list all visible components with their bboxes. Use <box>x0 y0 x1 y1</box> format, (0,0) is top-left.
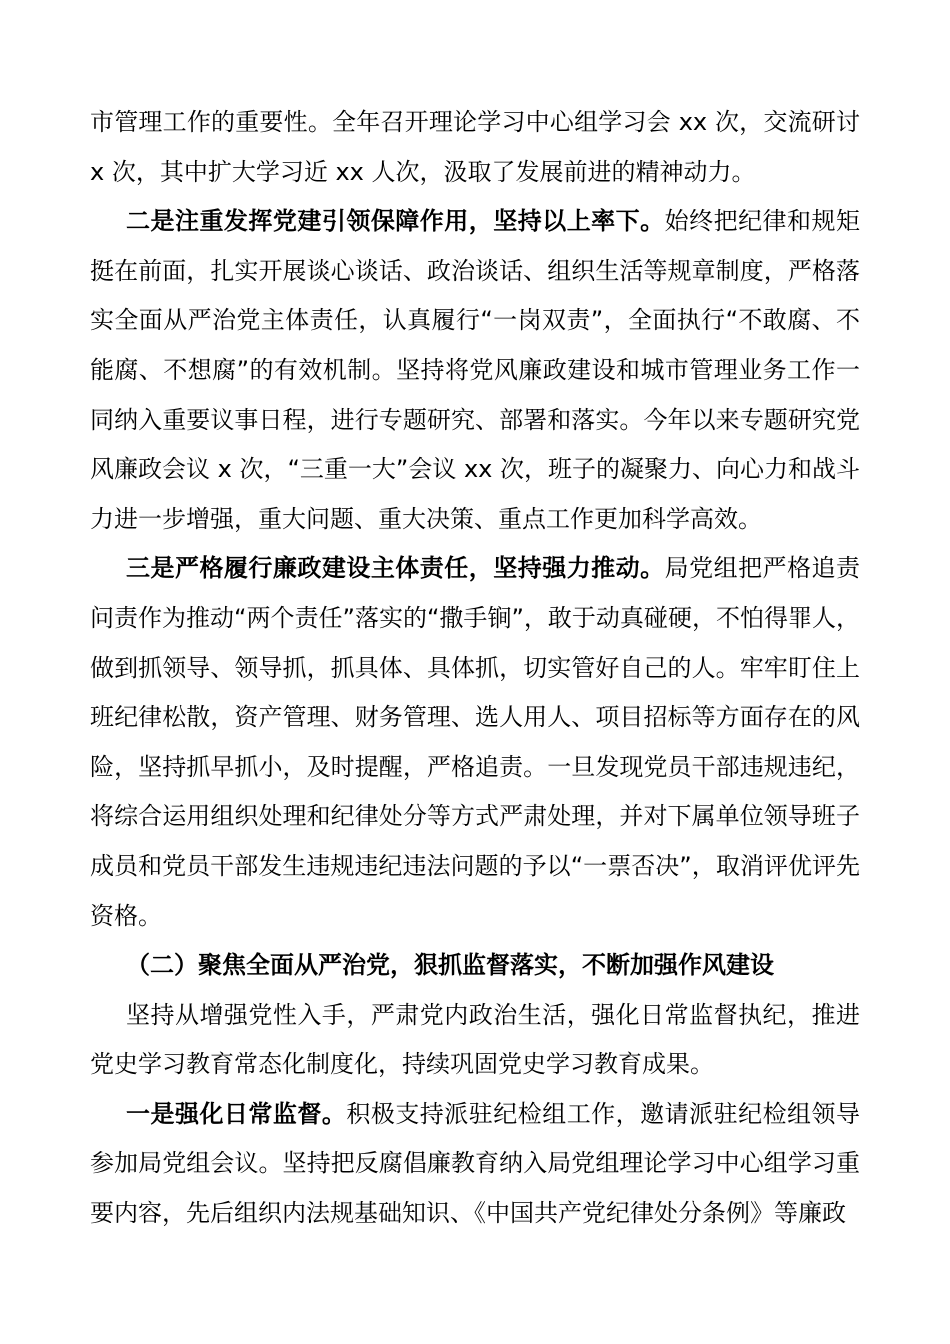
paragraph-lead: 一是强化日常监督。 <box>126 1099 347 1128</box>
paragraph-text: 始终把纪律和规矩挺在前面，扎实开展谈心谈话、政治谈话、组织生活等规章制度，严格落实全面从严治党主体责任，认真履行“一岗双责”，全面执行“不敢腐、不能腐、不想腐”的有效机制。坚持将党风廉政建设和城市管理业务工作一同纳入重要议事日程，进行专题研究、部署和落实。今年以来专题研究党风廉政会议 x 次，“三重一大”会议 xx 次，班子的凝聚力、向心力和战斗力进一步增强，重大问题、重大决策、重点工作更加科学高效。 <box>90 207 861 533</box>
paragraph-continuation <box>90 98 860 197</box>
paragraph-lead: 二是注重发挥党建引领保障作用，坚持以上率下。 <box>126 207 665 236</box>
paragraph-text: 市管理工作的重要性。全年召开理论学习中心组学习会 xx 次，交流研讨 x 次，其中扩大学习近 xx 人次，汲取了发展前进的精神动力。 <box>90 108 860 186</box>
paragraph-lead: 三是严格履行廉政建设主体责任，坚持强力推动。 <box>126 554 665 583</box>
paragraph-responsibility <box>90 544 860 941</box>
paragraph-text: 局党组把严格追责问责作为推动“两个责任”落实的“撒手锏”，敢于动真碰硬，不怕得罪人，做到抓领导、领导抓，抓具体、具体抓，切实管好自己的人。牢牢盯住上班纪律松散，资产管理、财务管理、选人用人、项目招标等方面存在的风险，坚持抓早抓小，及时提醒，严格追责。一旦发现党员干部违规违纪，将综合运用组织处理和纪律处分等方式严肃处理，并对下属单位领导班子成员和党员干部发生违规违纪违法问题的予以“一票否决”，取消评优评先资格。 <box>90 554 861 930</box>
paragraph-text: 积极支持派驻纪检组工作，邀请派驻纪检组领导参加局党组会议。坚持把反腐倡廉教育纳入局党组理论学习中心组学习重要内容，先后组织内法规基础知识、《中国共产党纪律处分条例》等廉政 <box>90 1099 861 1228</box>
paragraph-intro <box>90 991 860 1090</box>
document-page <box>90 98 860 1239</box>
paragraph-daily-supervision <box>90 1090 860 1239</box>
section-heading: （二）聚焦全面从严治党，狠抓监督落实，不断加强作风建设 <box>126 951 774 980</box>
paragraph-party-building <box>90 197 860 544</box>
paragraph-text: 坚持从增强党性入手，严肃党内政治生活，强化日常监督执纪，推进党史学习教育常态化制度化，持续巩固党史学习教育成果。 <box>90 1000 860 1079</box>
